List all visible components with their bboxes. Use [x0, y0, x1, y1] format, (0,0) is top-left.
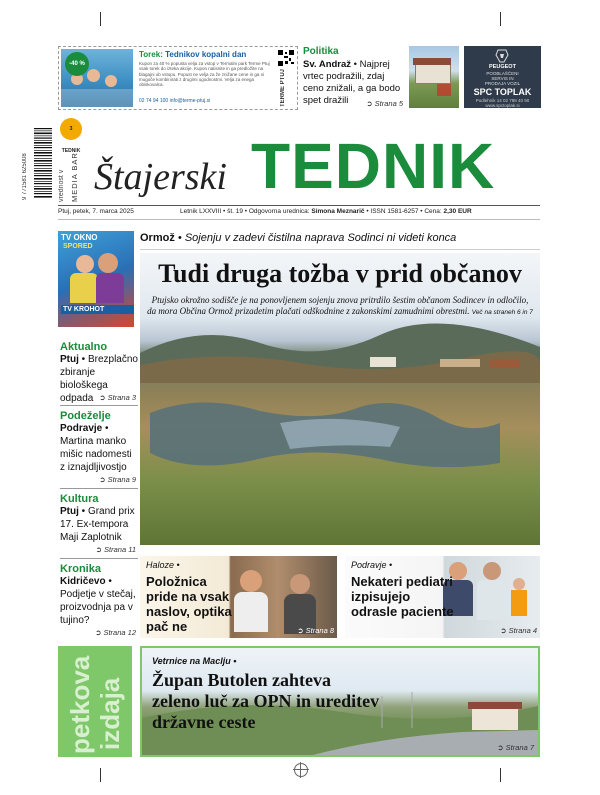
kicker-rule: [140, 249, 540, 250]
masthead-logo: TEDNIK: [251, 130, 496, 202]
card-page-ref[interactable]: ➲ Strana 4: [500, 626, 537, 635]
ad-service-2: SERVIS IN: [491, 76, 514, 82]
sidebar-category: Aktualno: [60, 341, 108, 353]
pool-photo: [61, 49, 133, 107]
terme-ptuj-logo: TERME PTUJ: [280, 68, 286, 107]
sidebar-category: Podeželje: [60, 410, 111, 422]
sidebar-item-podezelje[interactable]: [60, 410, 138, 474]
bottom-story[interactable]: [140, 646, 540, 757]
bottom-headline: Župan Butolen zahteva zeleno luč za OPN in ureditev državne ceste: [152, 670, 380, 732]
ad-phone: 02 788 40 90: [503, 98, 530, 103]
coupon-title: [139, 50, 275, 59]
bottom-page-ref[interactable]: ➲ Strana 7: [497, 743, 534, 752]
tv-okno-label: SPORED: [63, 243, 93, 250]
sidebar-page-ref[interactable]: ➲ Strana 12: [95, 628, 136, 637]
sidebar-place: Kidričevo: [60, 576, 106, 587]
petkova-line-1: petkova: [65, 655, 95, 754]
crop-mark: [500, 768, 501, 782]
promo-politika[interactable]: [303, 46, 403, 107]
card-headline: Položnica pride na vsak naslov, optika pač ne: [146, 574, 232, 634]
tv-okno-subtitle: TV KROHOT: [61, 305, 134, 314]
sidebar-category: Kronika: [60, 563, 101, 575]
coupon-contact: 02 74 94 100 info@terme-ptuj.si: [139, 98, 211, 104]
sidebar-text: Ptuj • Grand prix 17. Ex-tempora Maji Zaplotnik: [60, 506, 135, 543]
issue-date: Ptuj, petek, 7. marca 2025: [58, 208, 134, 215]
promo-politika-category: Politika: [303, 46, 339, 57]
crop-mark: [100, 768, 101, 782]
issue-issn: • ISSN 1581-6257 • Cena:: [366, 208, 442, 215]
coupon-title-rest: Tednikov kopalni dan: [162, 50, 247, 59]
card-place: Haloze •: [146, 560, 180, 570]
ad-contact: [466, 98, 539, 108]
main-story-kicker-text: Sojenju v zadevi čistilna naprava Sodinci ni videti konca: [184, 232, 457, 244]
promo-politika-kicker: Sv. Andraž: [303, 59, 352, 70]
sidebar-text: Podravje • Martina manko mišic nadomesti z iznajdljivostjo: [60, 423, 132, 473]
ad-services: [464, 71, 541, 87]
main-story-place: Ormož: [140, 232, 175, 244]
sidebar-page-ref[interactable]: ➲ Strana 11: [95, 545, 136, 554]
sidebar-item-kultura[interactable]: [60, 493, 138, 544]
crop-mark: [500, 12, 501, 26]
issue-editor: Simona Meznarič: [311, 208, 365, 215]
qr-code-icon: [278, 50, 294, 66]
sidebar-page-ref[interactable]: ➲ Strana 3: [99, 393, 136, 402]
issue-number: Letnik LXXVIII • št. 19 • Odgovorna urednica:: [180, 208, 310, 215]
main-headline: Tudi druga tožba v prid občanov: [158, 259, 522, 288]
peugeot-ad[interactable]: [464, 46, 541, 108]
barcode: [32, 128, 54, 200]
page-ref-label: Strana 11: [104, 545, 136, 554]
sidebar-body: Podjetje v stečaj, proizvodnja pa v tujino?: [60, 589, 136, 626]
registration-mark: [294, 763, 308, 777]
sidebar-text: Kidričevo • Podjetje v stečaj, proizvodnja pa v tujino?: [60, 576, 136, 626]
main-lead-text: Ptujsko okrožno sodišče je na ponovljenem sojenju znova pritrdilo šestim občanom Sodincev in odločilo, da mora Občina Ormož prizadetim plačati odškodnine z zakonskimi zamudnimi obrestmi.: [147, 295, 529, 316]
card-place: Podravje •: [351, 560, 393, 570]
bottom-story-place: Vetrnice na Maclju •: [152, 656, 237, 666]
sidebar-place: Ptuj: [60, 506, 79, 517]
lion-icon: [494, 49, 510, 63]
sidebar-place: Ptuj: [60, 354, 79, 365]
media-bar: MEDIA BAR: [70, 152, 79, 202]
promo-politika-page-ref[interactable]: ➲ Strana 5: [366, 99, 403, 108]
sidebar-divider: [60, 405, 138, 406]
discount-badge: -40 %: [65, 52, 89, 76]
main-lead-more: Več na straneh 6 in 7: [471, 309, 533, 316]
main-story-kicker[interactable]: Ormož • Sojenju v zadevi čistilna naprava Sodinci ni videti konca: [140, 232, 457, 244]
coupon-body: Kupon za 40 % popusta velja za vstop v Termalni park Terme Ptuj vsak torek do izteka akcije. Kupon natisnite in ga predložite na blagajni ob vstopu. Popust ne velja za že znižane cene in ga ni mogoče kombinirati z drugimi ugodnostmi. Velja za enega obiskovalca.: [139, 61, 270, 88]
card-headline: Nekateri pediatri izpisujejo odrasle paciente: [351, 574, 454, 619]
coupon-terme-ptuj[interactable]: [58, 46, 298, 110]
promo-politika-body: Najprej vrtec podražili, zdaj ceno znižali, a ga bodo spet dražili: [303, 59, 401, 106]
issue-price: 2,30 EUR: [443, 208, 472, 215]
page-ref-label: Strana 7: [505, 743, 534, 752]
ad-service-1: POOBLAŠČENI: [486, 71, 519, 76]
main-lead: [146, 295, 534, 318]
page-ref-label: Strana 4: [508, 626, 537, 635]
barcode-number: 9 771581 625008: [22, 153, 28, 200]
promo-politika-text: Sv. Andraž • Najprej vrtec podražili, zdaj ceno znižali, a ga bodo spet dražili: [303, 59, 401, 106]
page-ref-label: Strana 5: [374, 99, 403, 108]
sidebar-item-kronika[interactable]: [60, 563, 138, 627]
ad-company: SPC TOPLAK: [473, 87, 532, 97]
media-label: vrednost v: [58, 169, 65, 202]
petkova-izdaja-box: [58, 646, 132, 757]
masthead-rule-bottom: [58, 219, 540, 220]
issue-info: [180, 208, 540, 215]
page-ref-label: Strana 3: [107, 393, 136, 402]
page-ref-label: Strana 8: [305, 626, 334, 635]
media-badge: 3 TEDNIK: [60, 118, 82, 140]
page-ref-label: Strana 12: [103, 628, 136, 637]
card-podravje[interactable]: [345, 556, 540, 638]
main-story-photo[interactable]: [140, 253, 540, 545]
tv-okno-title: TV OKNO: [61, 233, 98, 242]
kindergarten-photo: [409, 46, 459, 108]
card-page-ref[interactable]: ➲ Strana 8: [297, 626, 334, 635]
sidebar-body: Grand prix 17. Ex-tempora Maji Zaplotnik: [60, 506, 135, 543]
page-ref-label: Strana 9: [107, 475, 136, 484]
sidebar-divider: [60, 558, 138, 559]
sidebar-text: Ptuj • Brezplačno zbiranje biološkega odpada: [60, 354, 138, 404]
card-place-text: Podravje: [351, 560, 387, 570]
petkova-line-2: izdaja: [95, 677, 125, 750]
ad-brand: PEUGEOT: [489, 64, 516, 70]
sidebar-page-ref[interactable]: ➲ Strana 9: [99, 475, 136, 484]
sidebar-body: Martina manko mišic nadomesti z iznajdljivostjo: [60, 436, 132, 473]
masthead-rule: [58, 205, 540, 206]
sidebar-place: Podravje: [60, 423, 103, 434]
masthead-script: Štajerski: [94, 156, 227, 198]
crop-mark: [100, 12, 101, 26]
sidebar-body: Brezplačno zbiranje biološkega odpada: [60, 354, 138, 404]
coupon-title-prefix: Torek:: [139, 50, 163, 59]
card-haloze[interactable]: [140, 556, 337, 638]
ad-web: www.spctoplak.si: [485, 103, 520, 108]
card-place-text: Haloze: [146, 560, 175, 570]
tv-okno-cover[interactable]: [58, 231, 134, 327]
ad-address: Podlehnik 14: [475, 98, 502, 103]
ad-service-3: PRODAJA VOZIL: [484, 81, 521, 87]
sidebar-divider: [60, 488, 138, 489]
sidebar-category: Kultura: [60, 493, 99, 505]
bottom-story-place-text: Vetrnice na Maclju: [152, 656, 231, 666]
